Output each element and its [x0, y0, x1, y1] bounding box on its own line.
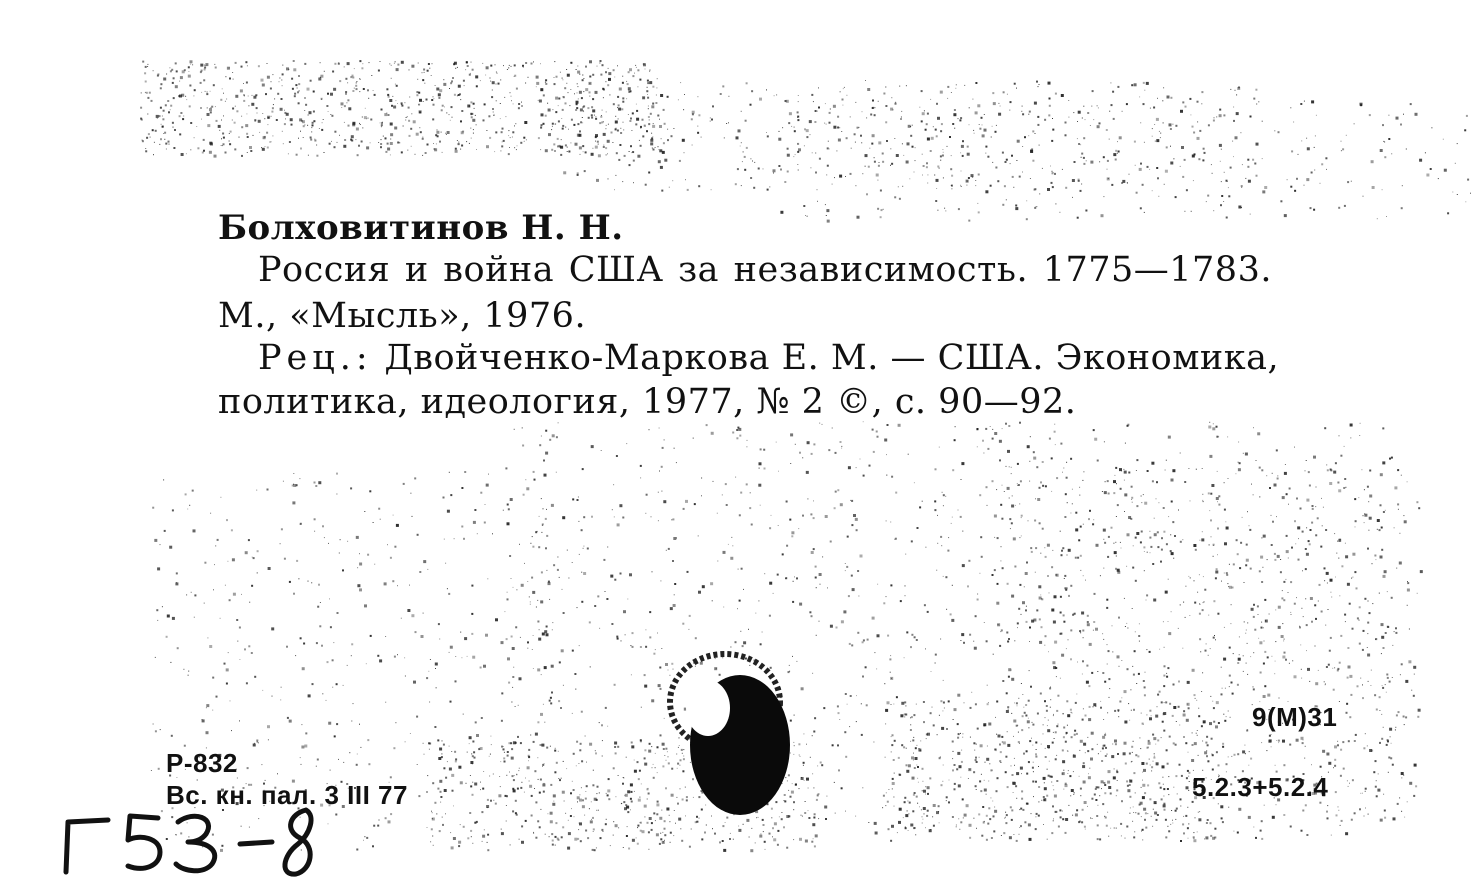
catalog-number: Р-832 [166, 748, 238, 778]
author-name: Болховитинов Н. Н. [218, 208, 624, 248]
publication-info: М., «Мысль», 1976. [218, 296, 587, 336]
review-label: Рец.: [258, 338, 373, 378]
review-line [258, 338, 1279, 378]
review-text: Двойченко-Маркова Е. М. — США. Экономика, [372, 338, 1280, 378]
registry-info: Вс. кн. пал. 3 III 77 [166, 780, 408, 810]
book-title: Россия и война США за независимость. 1775—1783. [258, 250, 1272, 290]
classification-code: 9(М)31 [1252, 702, 1338, 732]
handwritten-note [60, 800, 320, 880]
review-line-2: политика, идеология, 1977, № 2 ©, с. 90—92. [218, 382, 1077, 422]
index-code: 5.2.3+5.2.4 [1192, 772, 1329, 802]
punched-hole-mark [660, 650, 810, 825]
